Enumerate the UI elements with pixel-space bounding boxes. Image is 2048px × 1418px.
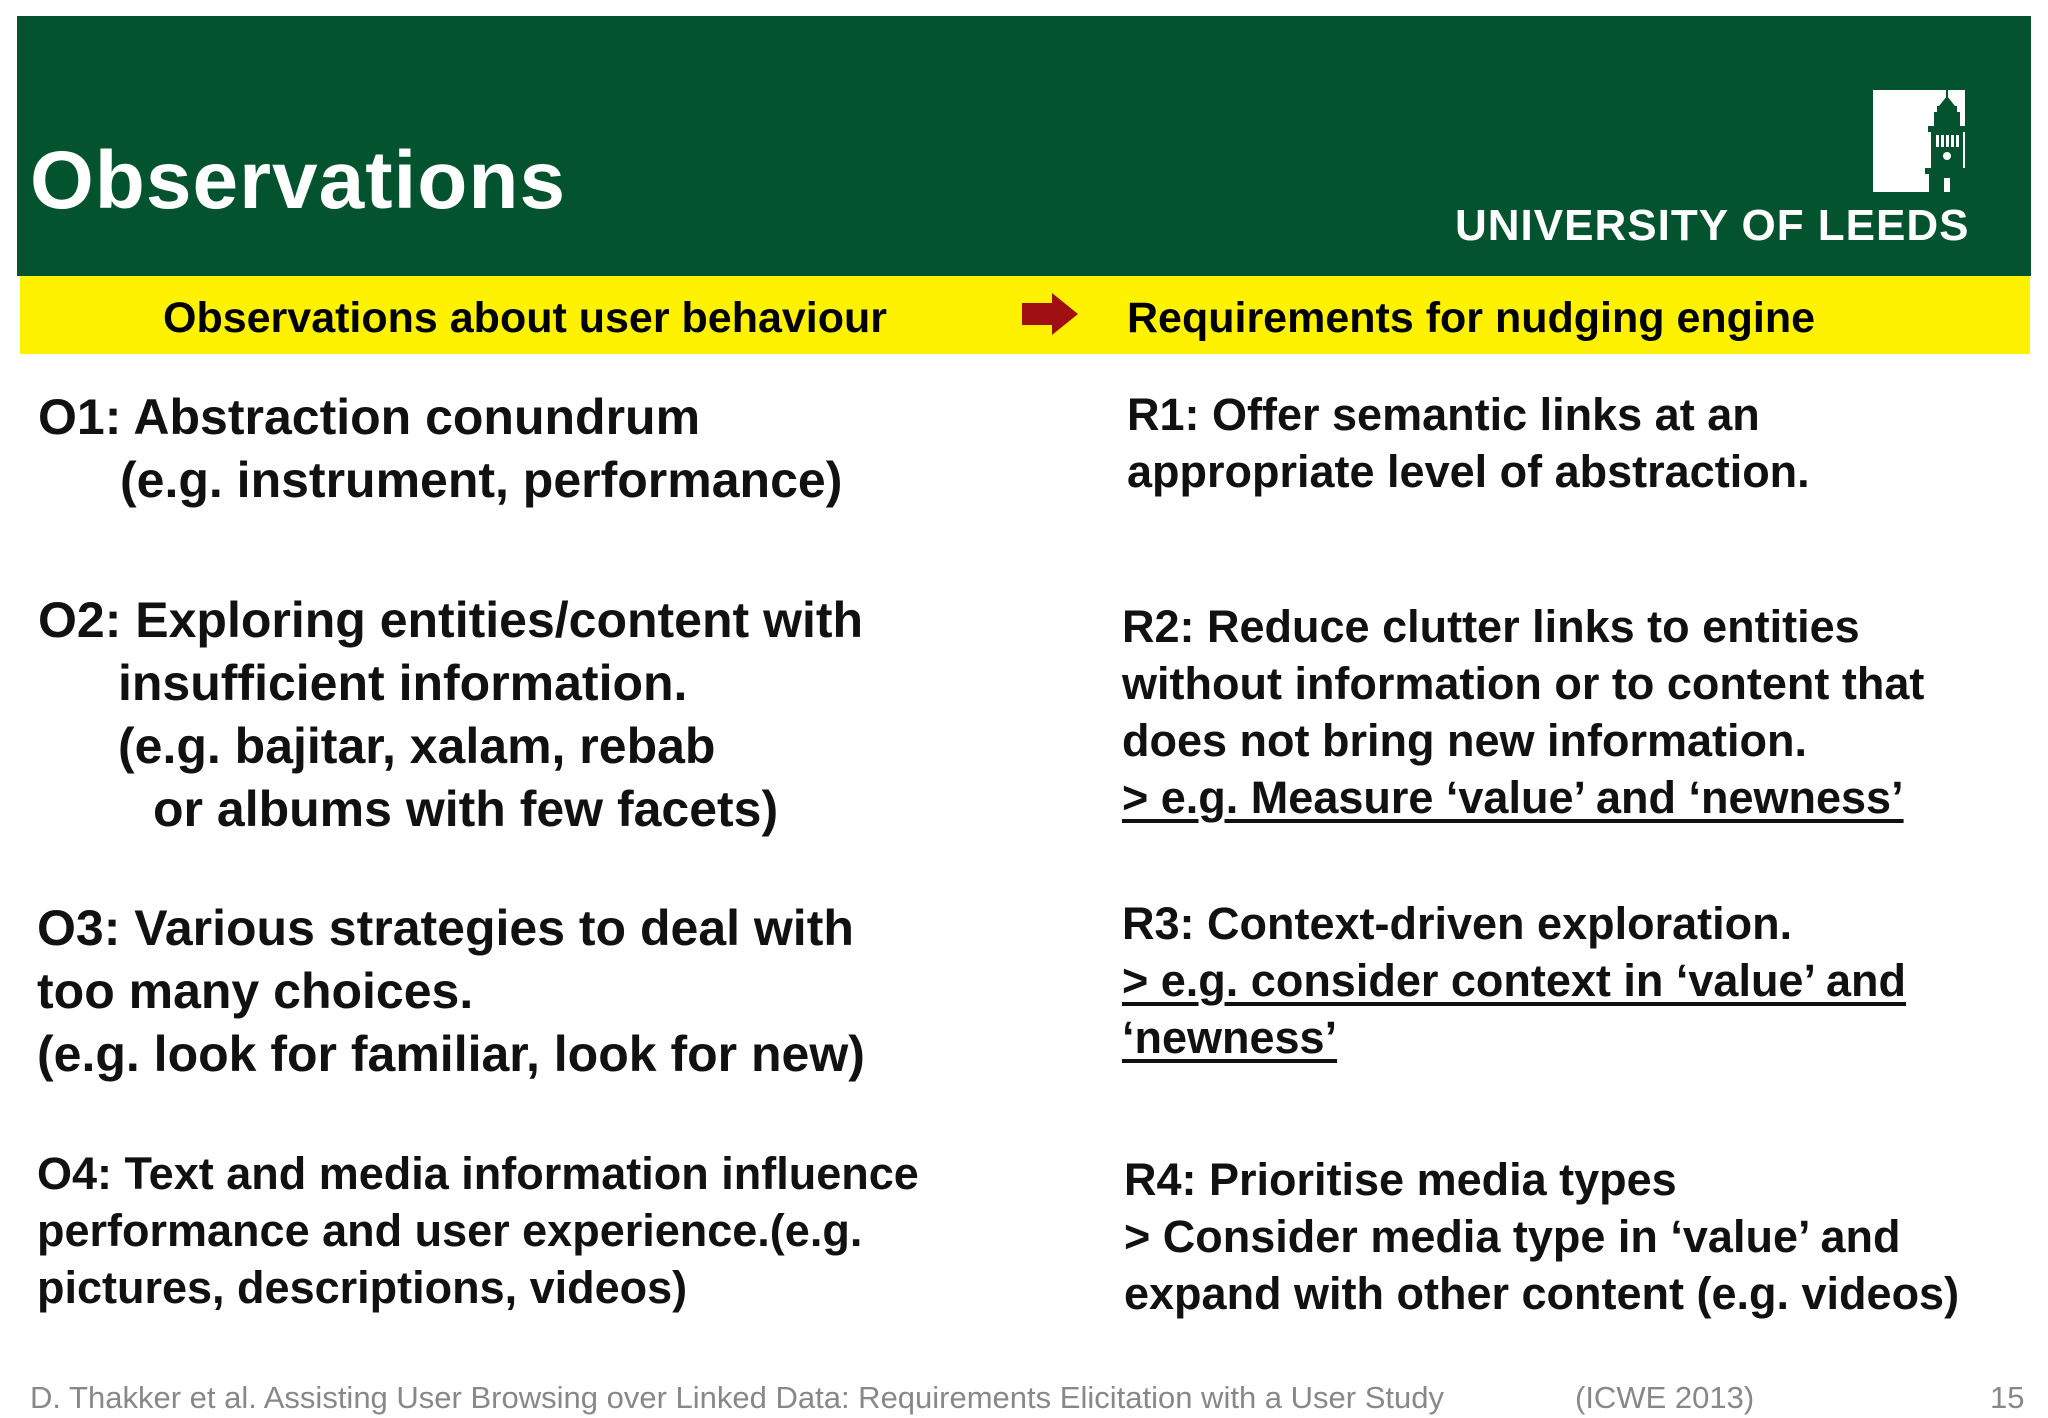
slide-title: Observations (30, 135, 567, 226)
observation-text: O4: Text and media information influence (37, 1148, 919, 1199)
page-number: 15 (1990, 1380, 2025, 1415)
requirement-text: > e.g. Measure ‘value’ and ‘newness’ (1122, 772, 1904, 823)
observation-text: (e.g. look for familiar, look for new) (37, 1026, 865, 1082)
observation-text: or albums with few facets) (153, 781, 779, 837)
observation-text: performance and user experience.(e.g. (37, 1205, 863, 1256)
section-banner (20, 276, 2030, 354)
requirement-r2 (1122, 598, 1924, 826)
observation-text: O1: Abstraction conundrum (38, 389, 701, 445)
observation-text: O3: Various strategies to deal with (37, 900, 854, 956)
requirement-text: R4: Prioritise media types (1124, 1154, 1677, 1205)
slide-header (17, 16, 2031, 276)
requirement-text: R2: Reduce clutter links to entities (1122, 601, 1860, 652)
footer-venue: (ICWE 2013) (1575, 1380, 1755, 1415)
university-name: UNIVERSITY OF LEEDS (1455, 201, 1970, 250)
observation-o3 (37, 897, 865, 1086)
university-logo (1873, 90, 1965, 192)
observation-text: O2: Exploring entities/content with (38, 592, 864, 648)
parkinson-tower-icon (1873, 90, 1965, 192)
observation-text: pictures, descriptions, videos) (37, 1262, 688, 1313)
right-arrow-icon (1022, 293, 1078, 340)
observations-heading: Observations about user behaviour (163, 294, 888, 342)
requirement-text: does not bring new information. (1122, 715, 1807, 766)
requirement-text: > e.g. consider context in ‘value’ and (1122, 955, 1906, 1006)
requirement-r3 (1122, 895, 1906, 1066)
requirements-heading: Requirements for nudging engine (1127, 294, 1816, 342)
requirement-text: appropriate level of abstraction. (1127, 446, 1810, 497)
observation-o2 (38, 589, 863, 841)
requirement-text: expand with other content (e.g. videos) (1124, 1268, 1960, 1319)
observation-text: (e.g. bajitar, xalam, rebab (118, 718, 716, 774)
requirement-text: without information or to content that (1122, 658, 1925, 709)
requirement-text: R1: Offer semantic links at an (1127, 389, 1760, 440)
observation-text: (e.g. instrument, performance) (120, 452, 843, 508)
observation-o4 (37, 1145, 919, 1316)
requirement-text: ‘newness’ (1122, 1012, 1338, 1063)
observation-o1 (38, 386, 842, 512)
requirement-r4 (1124, 1151, 1959, 1322)
requirement-r1 (1127, 386, 1810, 500)
observation-text: insufficient information. (118, 655, 688, 711)
observation-text: too many choices. (37, 963, 474, 1019)
requirement-text: R3: Context-driven exploration. (1122, 898, 1793, 949)
footer-citation: D. Thakker et al. Assisting User Browsing over Linked Data: Requirements Elicitation with a User Study (30, 1380, 1444, 1415)
requirement-text: > Consider media type in ‘value’ and (1124, 1211, 1901, 1262)
